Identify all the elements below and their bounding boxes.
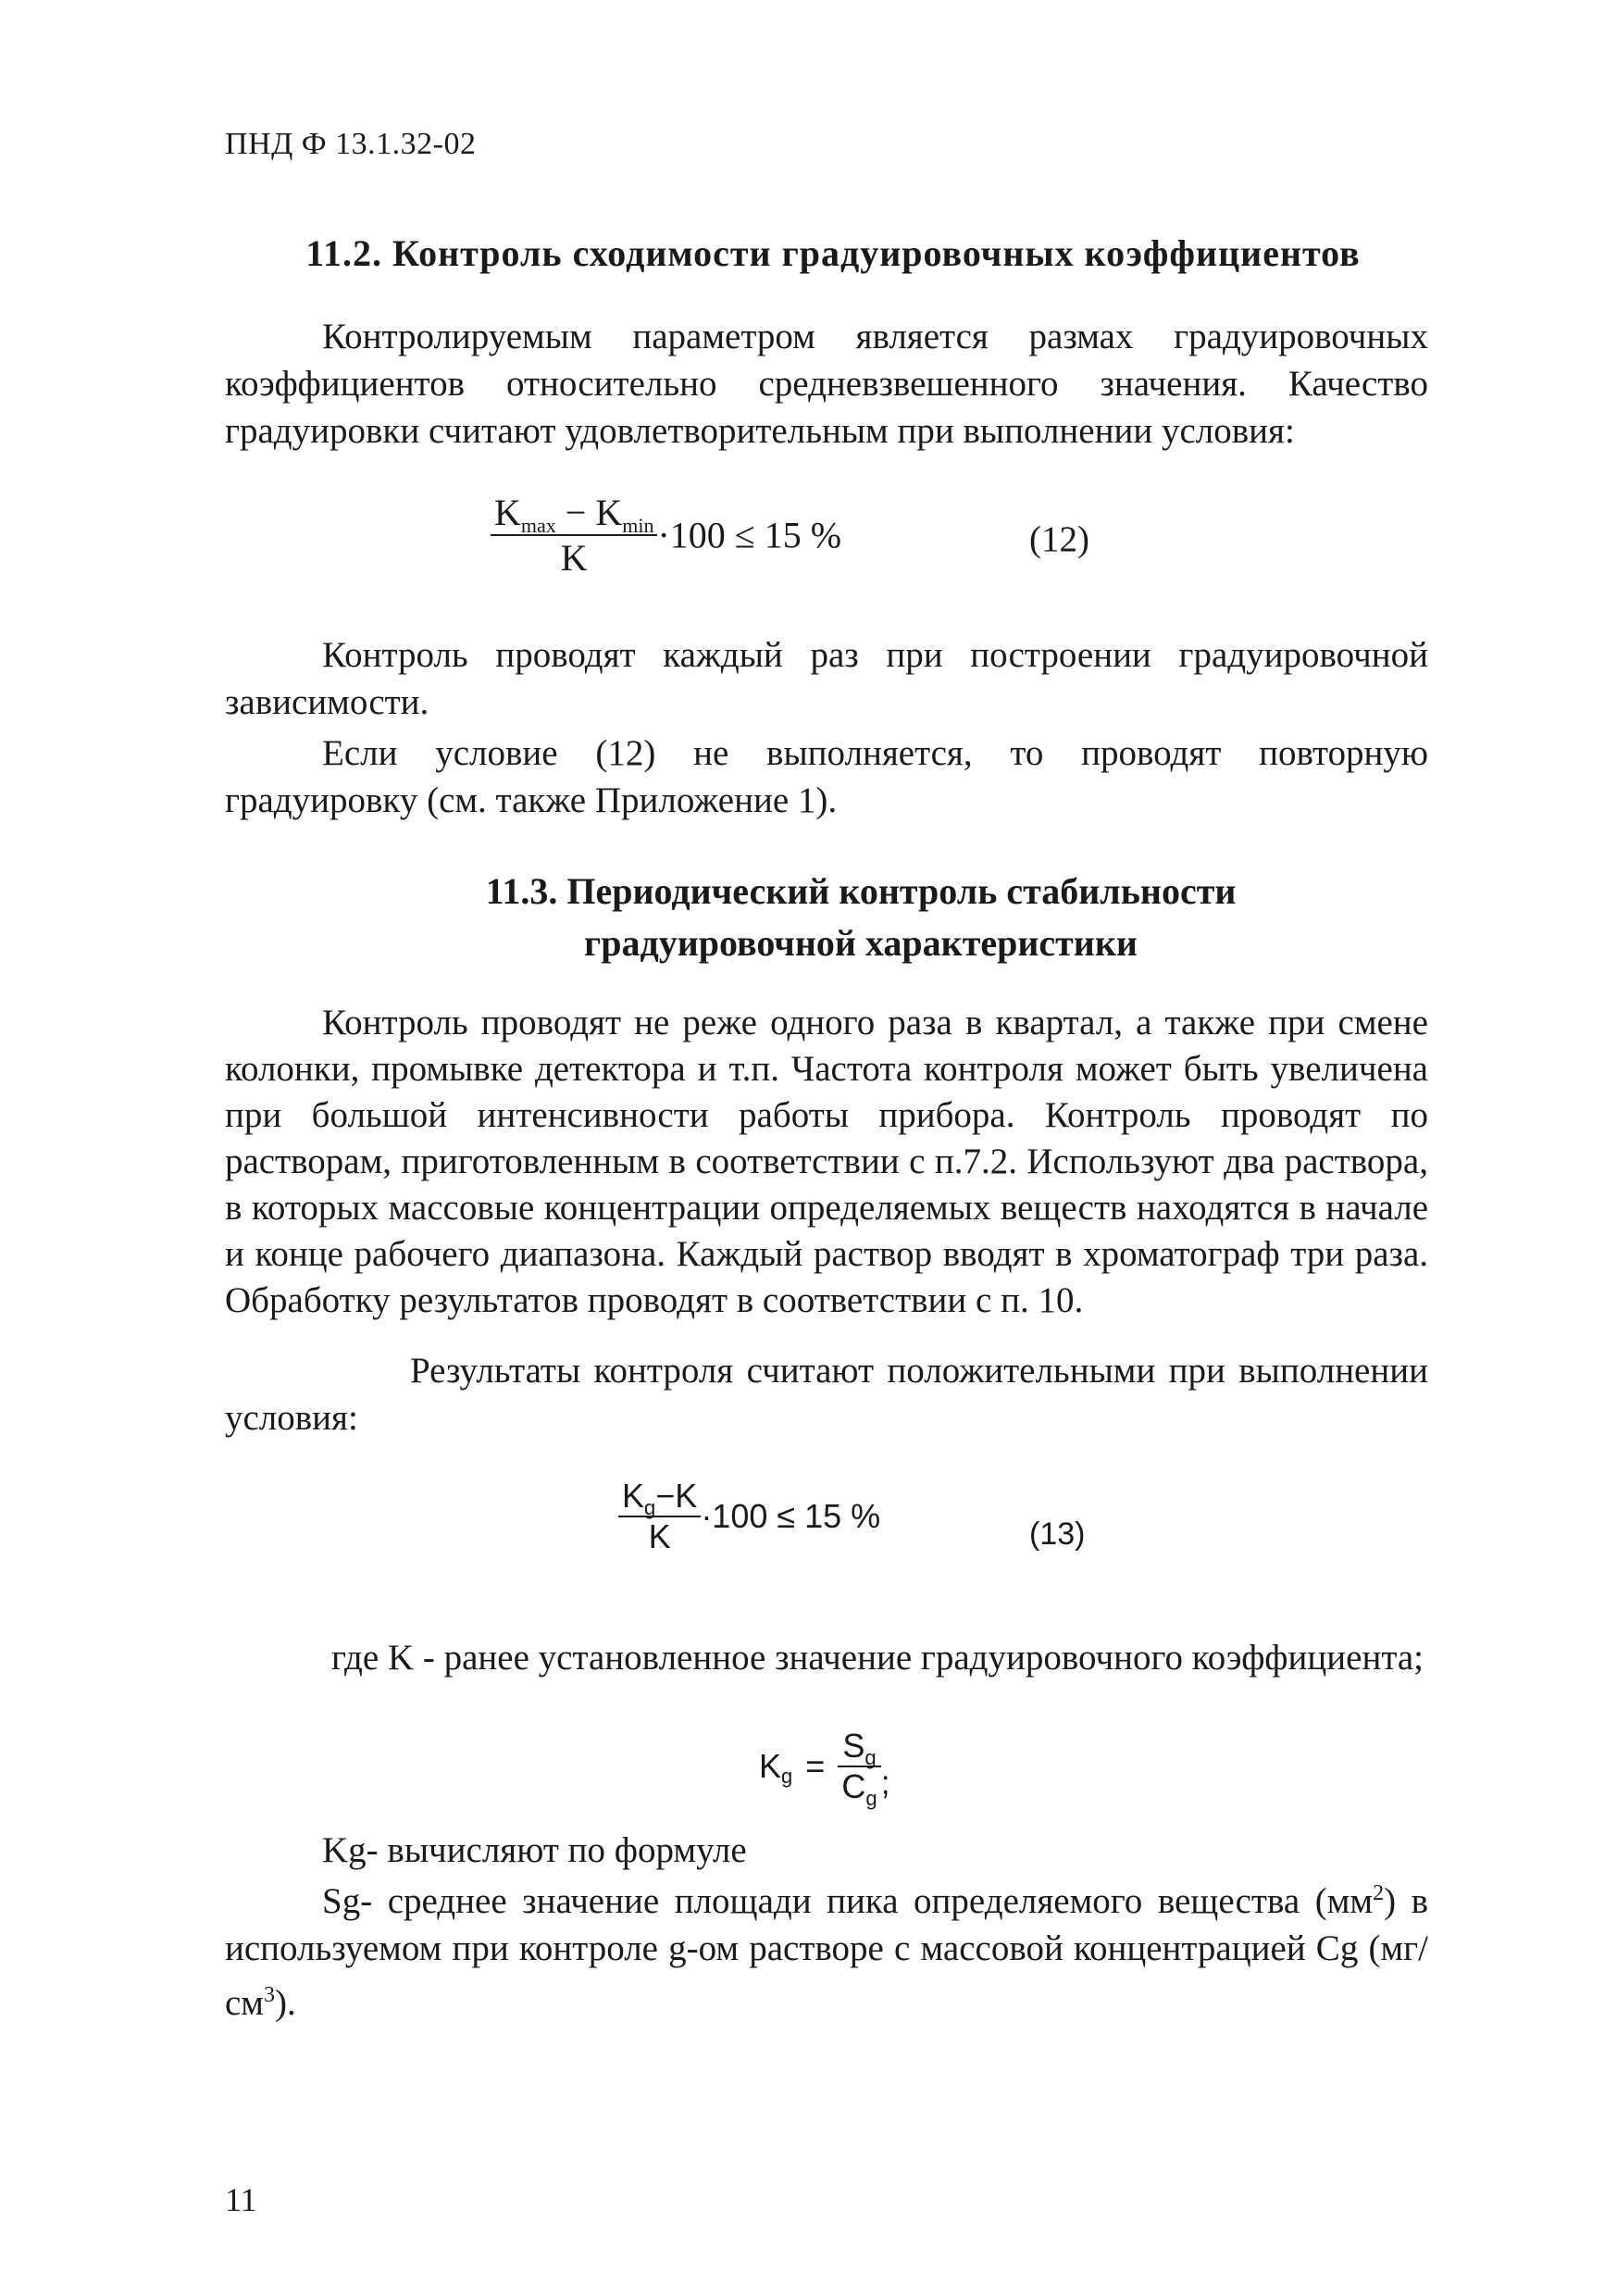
formula-12-tail: ·100 ≤ 15 % bbox=[657, 514, 842, 556]
formula-kg-lhs: K bbox=[759, 1747, 782, 1785]
formula-kg-den-sub: g bbox=[865, 1787, 877, 1810]
formula-kg-num-sub: g bbox=[864, 1746, 877, 1769]
formula-kg-den: C bbox=[841, 1767, 866, 1805]
formula-13-k: K bbox=[622, 1477, 645, 1515]
formula-13-g-sub: g bbox=[644, 1496, 656, 1519]
formula-12-kmin: K bbox=[595, 492, 623, 533]
section-11-3-title-line2: градуировочной характеристики bbox=[584, 922, 1138, 964]
formula-13 bbox=[618, 1477, 880, 1556]
formula-kg-num: S bbox=[842, 1727, 865, 1765]
section-11-3-title bbox=[352, 866, 1370, 969]
sg-sup-1: 2 bbox=[1373, 1881, 1385, 1905]
formula-13-number: (13) bbox=[1029, 1516, 1086, 1552]
formula-kg-equals: = bbox=[805, 1747, 826, 1785]
page-number: 11 bbox=[225, 2181, 257, 2218]
formula-12-minus: − bbox=[555, 492, 596, 533]
formula-12-denominator: K bbox=[560, 537, 588, 579]
formula-kg bbox=[759, 1727, 890, 1810]
formula-13-denominator: K bbox=[648, 1517, 671, 1555]
formula-12-number: (12) bbox=[1029, 519, 1089, 559]
kg-definition: Kg- вычисляют по формуле bbox=[322, 1830, 747, 1870]
formula-12-kmax: K bbox=[494, 492, 521, 533]
section-11-2-intro: Контролируемым параметром является размах градуировочных коэффициентов относительно средневзвешенного значения. Качество градуировки считают удовлетворительным при выполнении условия: bbox=[225, 317, 1428, 451]
formula-12-max-sub: max bbox=[520, 514, 556, 537]
document-code: ПНД Ф 13.1.32-02 bbox=[225, 127, 477, 161]
section-11-3-para1: Контроль проводят не реже одного раза в квартал, а также при смене колонки, промывке детектора и т.п. Частота контроля может быть увеличена при большой интенсивности работы прибора. Контроль проводят по растворам, приготовленным в соответствии с п.7.2. Используют два раствора, в которых массовые концентрации определяемых веществ находятся в начале и конце рабочего диапазона. Каждый раствор вводят в хроматограф три раза. Обработку результатов проводят в соответствии с п. 10. bbox=[225, 1003, 1428, 1320]
sg-definition bbox=[225, 1870, 1428, 2027]
section-11-2-para1: Контроль проводят каждый раз при построении градуировочной зависимости. bbox=[225, 635, 1428, 722]
formula-12-min-sub: min bbox=[622, 514, 654, 537]
definition-k: где K - ранее установленное значение градуировочного коэффициента; bbox=[331, 1638, 1424, 1678]
section-11-3-para2: Результаты контроля считают положительными при выполнении условия: bbox=[225, 1351, 1428, 1438]
sg-text-3: ). bbox=[275, 1983, 296, 2023]
section-11-2-title: 11.2. Контроль сходимости градуировочных коэффициентов bbox=[305, 232, 1361, 274]
sg-text-2: ) в используемом при контроле g-ом растворе с массовой концентрацией Cg (мг/см bbox=[225, 1881, 1428, 2023]
formula-13-minus-k: −K bbox=[655, 1477, 698, 1515]
formula-kg-end: ; bbox=[880, 1763, 890, 1802]
formula-kg-lhs-sub: g bbox=[781, 1764, 793, 1788]
sg-text-1: Sg- среднее значение площади пика определяемого вещества (мм bbox=[322, 1881, 1374, 1921]
sg-sup-2: 3 bbox=[264, 1983, 275, 2007]
section-11-2-para2: Если условие (12) не выполняется, то проводят повторную градуировку (см. также Приложение 1). bbox=[225, 733, 1428, 820]
formula-13-tail: ·100 ≤ 15 % bbox=[701, 1497, 881, 1535]
section-11-3-title-line1: 11.3. Периодический контроль стабильности bbox=[485, 870, 1237, 912]
formula-12 bbox=[491, 491, 841, 580]
